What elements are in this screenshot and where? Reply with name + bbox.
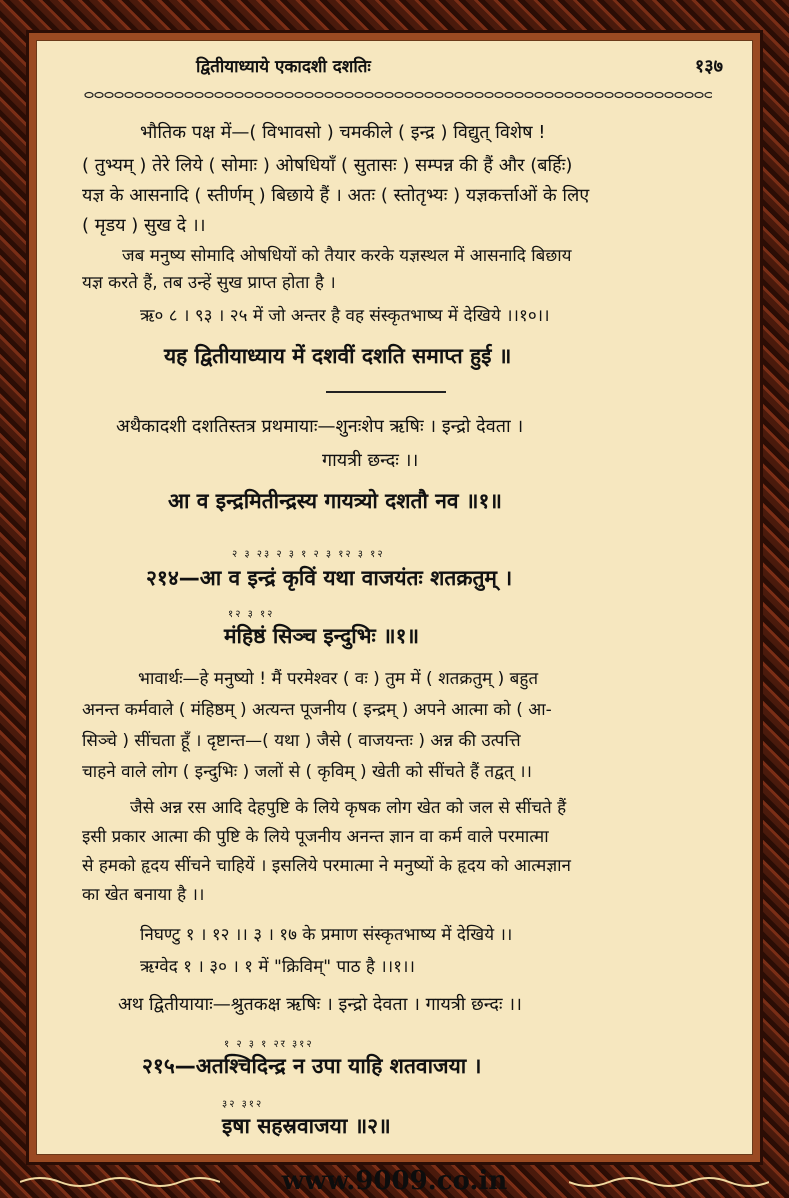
explanation-line: से हमको हृदय सींचने चाहियें । इसलिये परमात्मा ने मनुष्यों के हृदय को आत्मज्ञान <box>82 856 571 876</box>
mantra-line: इषा सहस्रवाजया ॥२॥ <box>222 1114 391 1138</box>
book-page <box>36 40 753 1155</box>
accent-marks: १ २ ३ १ २र ३१२ <box>224 1039 314 1050</box>
explanation-line: का खेत बनाया है ।। <box>82 885 205 905</box>
ornamental-chain-rule <box>84 90 712 100</box>
reference-line: ऋग्वेद १ । ३० । १ में "क्रिविम्" पाठ है ।।१।। <box>140 957 415 977</box>
intro-line: अथ द्वितीयायाः—श्रुतकक्ष ऋषिः । इन्द्रो देवता । गायत्री छन्दः ।। <box>118 994 522 1015</box>
mantra-line: २१४—आ व इन्द्रं कृविं यथा वाजयंतः शतक्रतुम् । <box>146 566 513 590</box>
explanation-line: जैसे अन्न रस आदि देहपुष्टि के लिये कृषक लोग खेत को जल से सींचते हैं <box>130 798 567 818</box>
bhavartha-line: अनन्त कर्मवाले ( मंहिष्ठम् ) अत्यन्त पूजनीय ( इन्द्रम् ) अपने आत्मा को ( आ- <box>82 700 552 720</box>
commentary-line: भौतिक पक्ष में—( विभावसो ) चमकीले ( इन्द्र ) विद्युत् विशेष ! <box>140 122 546 143</box>
commentary-line: यज्ञ के आसनादि ( स्तीर्णम् ) बिछाये हैं । अतः ( स्तोतृभ्यः ) यज्ञकर्त्ताओं के लिए <box>82 185 590 206</box>
accent-marks: ३२ ३१२ <box>222 1099 264 1110</box>
dashati-title: आ व इन्द्रमितीन्द्रस्य गायत्र्यो दशतौ नव ॥१॥ <box>168 489 503 513</box>
website-link[interactable]: www.9009.co.in <box>281 1166 508 1196</box>
commentary-line: यज्ञ करते हैं, तब उन्हें सुख प्राप्त होता है । <box>82 273 336 293</box>
bhavartha-line: चाहने वाले लोग ( इन्दुभिः ) जलों से ( कृविम् ) खेती को सींचते हैं तद्वत् ।। <box>82 762 532 782</box>
intro-line: गायत्री छन्दः ।। <box>322 450 419 471</box>
mantra-line: २१५—अतश्चिदिन्द्र न उपा याहि शतवाजया । <box>142 1054 482 1078</box>
footer <box>0 1166 789 1198</box>
reference-line: ऋ० ८ । ९३ । २५ में जो अन्तर है वह संस्कृतभाष्य में देखिये ।।१०।। <box>140 306 550 326</box>
page-header <box>36 50 753 78</box>
intro-line: अथैकादशी दशतिस्तत्र प्रथमायाः—शुनःशेप ऋषिः । इन्द्रो देवता । <box>116 416 524 437</box>
reference-line: निघण्टु १ । १२ ।। ३ । १७ के प्रमाण संस्कृतभाष्य में देखिये ।। <box>140 925 513 945</box>
accent-marks: २ ३ २३ २ ३ १ २ ३ १२ ३ १२ <box>232 549 385 560</box>
mantra-line: मंहिष्ठं सिञ्च इन्दुभिः ॥१॥ <box>224 624 420 648</box>
divider <box>326 391 446 393</box>
bhavartha-line: सिञ्चे ) सींचता हूँ । दृष्टान्त—( यथा ) जैसे ( वाजयन्तः ) अन्न की उत्पत्ति <box>82 731 521 751</box>
page-number: १३७ <box>694 56 723 77</box>
bhavartha-line: भावार्थः—हे मनुष्यो ! मैं परमेश्वर ( वः ) तुम में ( शतक्रतुम् ) बहुत <box>138 669 539 689</box>
commentary-line: जब मनुष्य सोमादि ओषधियों को तैयार करके यज्ञस्थल में आसनादि बिछाय <box>122 246 572 266</box>
accent-marks: १२ ३ १२ <box>228 609 275 620</box>
explanation-line: इसी प्रकार आत्मा की पुष्टि के लिये पूजनीय अनन्त ज्ञान वा कर्म वाले परमात्मा <box>82 827 549 847</box>
commentary-line: ( तुभ्यम् ) तेरे लिये ( सोमाः ) ओषधियाँ ( सुतासः ) सम्पन्न की हैं और (बर्हिः) <box>82 155 573 176</box>
commentary-line: ( मृडय ) सुख दे ।। <box>82 215 206 236</box>
page-title: द्वितीयाध्याये एकादशी दशतिः <box>196 57 371 77</box>
section-end-heading: यह द्वितीयाध्याय में दशवीं दशति समाप्त हुई ॥ <box>164 344 512 368</box>
scroll-flourish-icon <box>569 1174 769 1190</box>
